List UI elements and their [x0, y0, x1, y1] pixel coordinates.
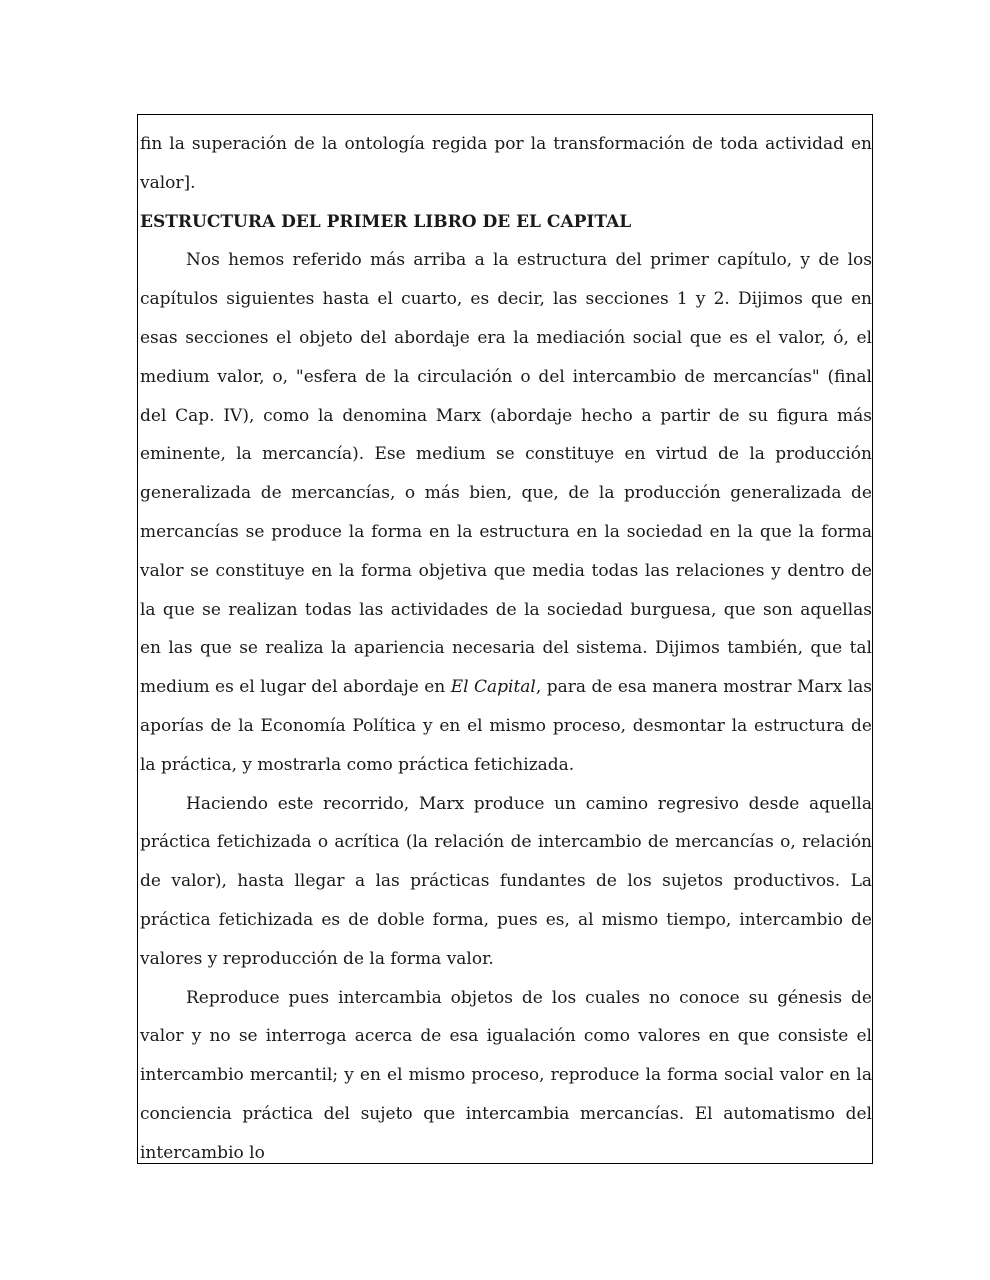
paragraph-2: Haciendo este recorrido, Marx produce un camino regresivo desde aquella práctica fetichizada o acrítica (la relación de intercambio de mercancías o, relación de valor), hasta llegar a las prácticas fundantes de los sujetos productivos. La práctica fetichizada es de doble forma, pues es, al mismo tiempo, intercambio de valores y reproducción de la forma valor. [140, 793, 872, 969]
section-heading: ESTRUCTURA DEL PRIMER LIBRO DE EL CAPITAL [140, 211, 632, 232]
paragraph-3: Reproduce pues intercambia objetos de los cuales no conoce su génesis de valor y no se interroga acerca de esa igualación como valores en que consiste el intercambio mercantil; y en el mismo proceso, reproduce la forma social valor en la conciencia práctica del sujeto que intercambia mercancías. El automatismo del intercambio lo [140, 987, 872, 1163]
paragraph-1-text-a: Nos hemos referido más arriba a la estructura del primer capítulo, y de los capítulos siguientes hasta el cuarto, es decir, las secciones 1 y 2. Dijimos que en esas secciones el objeto del abordaje era la mediación social que es el valor, ó, el medium valor, o, "esfera de la circulación o del intercambio de mercancías" (final del Cap. IV), como la denomina Marx (abordaje hecho a partir de su figura más eminente, la mercancía). Ese medium se constituye en virtud de la producción generalizada de mercancías, o más bien, que, de la producción generalizada de mercancías se produce la forma en la estructura en la sociedad en la que la forma valor se constituye en la forma objetiva que media todas las relaciones y dentro de la que se realizan todas las actividades de la sociedad burguesa, que son aquellas en las que se realiza la apariencia necesaria del sistema. Dijimos también, que tal medium es el lugar del abordaje en [140, 250, 872, 698]
book-title-italic: El Capital [450, 677, 536, 698]
paragraph-1-text-b: , para de esa manera mostrar Marx las aporías de la Economía Política y en el mismo proceso, desmontar la estructura de la práctica, y mostrarla como práctica fetichizada. [140, 677, 872, 775]
paragraph-1 [140, 241, 872, 784]
continuation-paragraph: fin la superación de la ontología regida por la transformación de toda actividad en valor]. [140, 134, 872, 193]
document-body [140, 125, 872, 1173]
